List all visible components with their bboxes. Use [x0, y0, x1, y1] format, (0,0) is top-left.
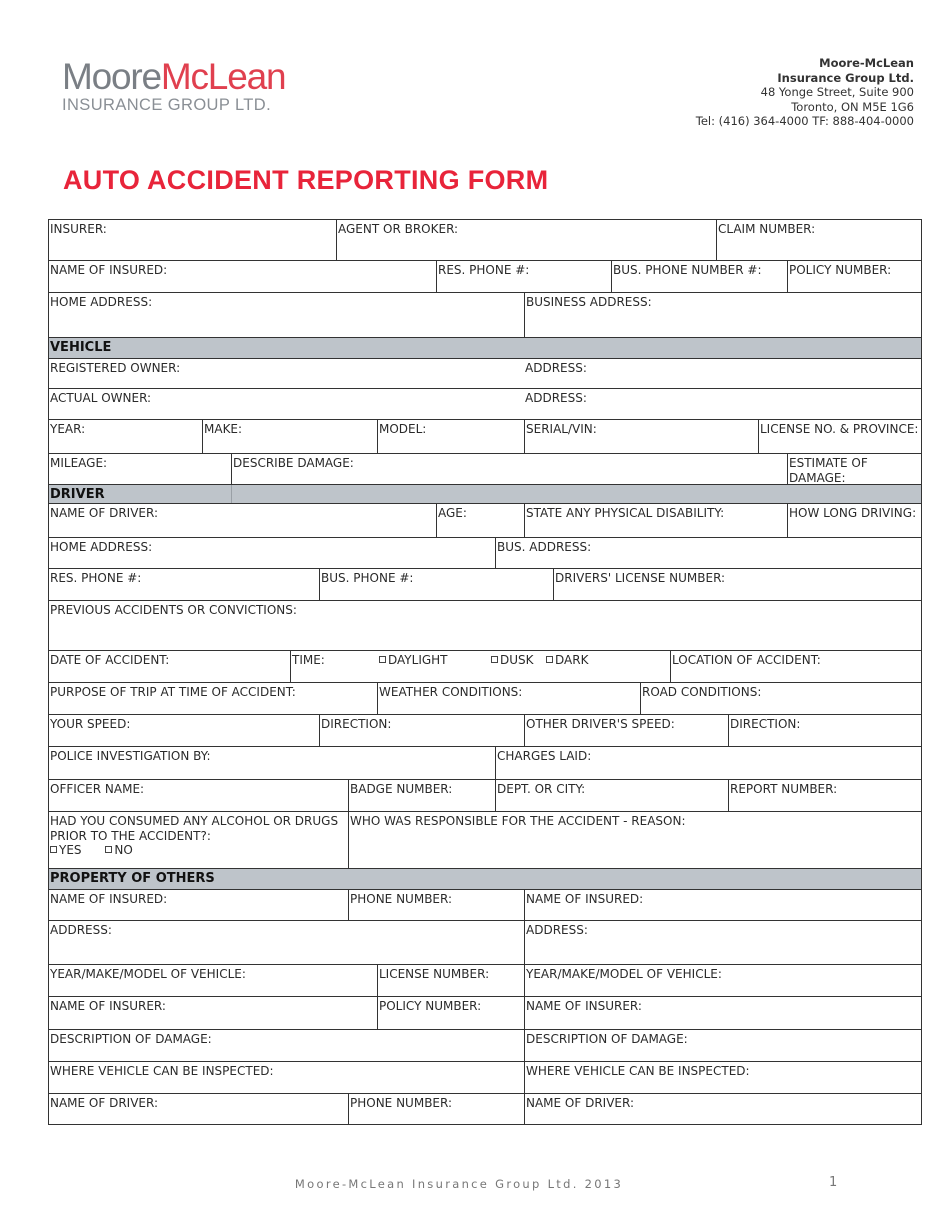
company-logo — [62, 58, 285, 115]
form-row — [49, 889, 921, 920]
form-row — [49, 292, 921, 337]
make-field[interactable]: MAKE: — [202, 420, 377, 453]
form-row — [49, 964, 921, 996]
alcohol-options — [50, 843, 342, 858]
form-row — [49, 682, 921, 714]
form-row — [49, 650, 921, 682]
road-conditions-field[interactable]: ROAD CONDITIONS: — [640, 683, 921, 714]
your-speed-field[interactable]: YOUR SPEED: — [50, 717, 131, 731]
property-name-of-driver-2-field[interactable]: NAME OF DRIVER: — [524, 1094, 921, 1125]
weather-conditions-field[interactable]: WEATHER CONDITIONS: — [377, 683, 640, 714]
driver-bus-address-field[interactable]: BUS. ADDRESS: — [495, 538, 921, 568]
logo-subtitle: INSURANCE GROUP LTD. — [62, 96, 272, 114]
form-row — [49, 746, 921, 779]
description-of-damage-2-field[interactable]: DESCRIPTION OF DAMAGE: — [524, 1030, 921, 1061]
driver-bus-phone-field[interactable]: BUS. PHONE #: — [319, 569, 553, 600]
company-address-block — [696, 56, 914, 129]
form-row — [49, 779, 921, 811]
dark-option[interactable] — [546, 653, 588, 668]
property-address-field[interactable]: ADDRESS: — [50, 923, 112, 937]
who-responsible-field[interactable]: WHO WAS RESPONSIBLE FOR THE ACCIDENT - REASON: — [348, 812, 921, 868]
describe-damage-field[interactable]: DESCRIBE DAMAGE: — [231, 454, 787, 484]
agent-broker-field[interactable]: AGENT OR BROKER: — [336, 220, 716, 260]
description-of-damage-field[interactable]: DESCRIPTION OF DAMAGE: — [50, 1032, 212, 1046]
insurer-field[interactable]: INSURER: — [50, 222, 107, 236]
logo-moore: Moore — [62, 56, 161, 97]
year-make-model-2-field[interactable]: YEAR/MAKE/MODEL OF VEHICLE: — [524, 965, 921, 996]
name-of-insurer-field[interactable]: NAME OF INSURER: — [50, 999, 166, 1013]
footer-text: Moore-McLean Insurance Group Ltd. 2013 — [294, 1177, 624, 1191]
form-title: AUTO ACCIDENT REPORTING FORM — [63, 165, 549, 195]
daylight-option[interactable] — [379, 653, 448, 668]
actual-owner-address-field[interactable]: ADDRESS: — [525, 391, 587, 405]
time-label[interactable]: TIME: — [292, 653, 325, 667]
property-name-of-insured-field[interactable]: NAME OF INSURED: — [50, 892, 168, 906]
where-inspected-field[interactable]: WHERE VEHICLE CAN BE INSPECTED: — [50, 1064, 274, 1078]
year-field[interactable]: YEAR: — [50, 422, 86, 436]
section-header-driver — [49, 484, 921, 503]
section-header-property: PROPERTY OF OTHERS — [49, 868, 921, 889]
report-number-field[interactable]: REPORT NUMBER: — [728, 780, 921, 811]
checkbox-icon — [491, 656, 498, 663]
form-row — [49, 388, 921, 419]
badge-number-field[interactable]: BADGE NUMBER: — [348, 780, 495, 811]
page-number: 1 — [829, 1175, 838, 1190]
logo-mclean: McLean — [160, 56, 286, 97]
dark-label: DARK — [555, 653, 589, 667]
alcohol-question: HAD YOU CONSUMED ANY ALCOHOL OR DRUGS PRIOR TO THE ACCIDENT?: — [50, 814, 339, 843]
company-street: 48 Yonge Street, Suite 900 — [760, 85, 914, 100]
year-make-model-field[interactable]: YEAR/MAKE/MODEL OF VEHICLE: — [50, 967, 246, 981]
previous-accidents-field[interactable]: PREVIOUS ACCIDENTS OR CONVICTIONS: — [50, 603, 297, 617]
company-city: Toronto, ON M5E 1G6 — [791, 99, 914, 114]
form-row — [49, 503, 921, 537]
form-row — [49, 419, 921, 453]
other-drivers-speed-field[interactable]: OTHER DRIVER'S SPEED: — [524, 715, 728, 746]
form-row — [49, 1093, 921, 1125]
form-row — [49, 714, 921, 746]
dept-or-city-field[interactable]: DEPT. OR CITY: — [495, 780, 728, 811]
section-divider — [231, 485, 232, 503]
logo-wordmark — [62, 58, 285, 95]
form-row — [49, 920, 921, 964]
daylight-label: DAYLIGHT — [388, 653, 448, 667]
no-option[interactable] — [105, 843, 132, 857]
driver-res-phone-field[interactable]: RES. PHONE #: — [50, 571, 142, 585]
section-header-vehicle: VEHICLE — [49, 337, 921, 358]
time-field — [290, 651, 670, 682]
age-field[interactable]: AGE: — [436, 504, 524, 537]
company-name: Moore-McLean — [819, 56, 914, 70]
charges-laid-field[interactable]: CHARGES LAID: — [495, 747, 921, 779]
direction-field[interactable]: DIRECTION: — [319, 715, 524, 746]
yes-option[interactable] — [50, 843, 82, 857]
company-phone: Tel: (416) 364-4000 TF: 888-404-0000 — [695, 114, 914, 129]
res-phone-field[interactable]: RES. PHONE #: — [436, 261, 611, 292]
form-row — [49, 568, 921, 600]
form-row — [49, 600, 921, 650]
name-of-insurer-2-field[interactable]: NAME OF INSURER: — [524, 997, 921, 1029]
drivers-license-number-field[interactable]: DRIVERS' LICENSE NUMBER: — [553, 569, 921, 600]
property-policy-number-field[interactable]: POLICY NUMBER: — [377, 997, 524, 1029]
section-header-driver-label: DRIVER — [50, 487, 105, 502]
dusk-label: DUSK — [500, 653, 534, 667]
checkbox-icon — [105, 846, 112, 853]
business-address-field[interactable]: BUSINESS ADDRESS: — [524, 293, 921, 337]
how-long-driving-field[interactable]: HOW LONG DRIVING: — [787, 504, 921, 537]
form-row — [49, 1029, 921, 1061]
where-inspected-2-field[interactable]: WHERE VEHICLE CAN BE INSPECTED: — [524, 1062, 921, 1093]
form-row — [49, 358, 921, 388]
property-phone-number-2-field[interactable]: PHONE NUMBER: — [348, 1094, 524, 1125]
alcohol-drugs-field — [49, 812, 348, 868]
purpose-of-trip-field[interactable]: PURPOSE OF TRIP AT TIME OF ACCIDENT: — [50, 685, 296, 699]
name-of-driver-field[interactable]: NAME OF DRIVER: — [50, 506, 159, 520]
checkbox-icon — [546, 656, 553, 663]
claim-number-field[interactable]: CLAIM NUMBER: — [716, 220, 921, 260]
license-province-field[interactable]: LICENSE NO. & PROVINCE: — [758, 420, 921, 453]
home-address-field[interactable]: HOME ADDRESS: — [50, 295, 153, 309]
form-row — [49, 260, 921, 292]
serial-vin-field[interactable]: SERIAL/VIN: — [524, 420, 758, 453]
policy-number-field[interactable]: POLICY NUMBER: — [787, 261, 921, 292]
model-field[interactable]: MODEL: — [377, 420, 524, 453]
police-investigation-field[interactable]: POLICE INVESTIGATION BY: — [50, 749, 211, 763]
form-row — [49, 1061, 921, 1093]
mileage-field[interactable]: MILEAGE: — [50, 456, 108, 470]
driver-home-address-field[interactable]: HOME ADDRESS: — [50, 540, 153, 554]
form-row — [49, 453, 921, 484]
accident-form — [48, 219, 922, 1125]
checkbox-icon — [50, 846, 57, 853]
registered-owner-field[interactable]: REGISTERED OWNER: — [50, 361, 181, 375]
physical-disability-field[interactable]: STATE ANY PHYSICAL DISABILITY: — [524, 504, 787, 537]
form-row — [49, 537, 921, 568]
other-direction-field[interactable]: DIRECTION: — [728, 715, 921, 746]
form-row — [49, 811, 921, 868]
license-number-field[interactable]: LICENSE NUMBER: — [377, 965, 524, 996]
no-label: NO — [114, 843, 133, 857]
location-of-accident-field[interactable]: LOCATION OF ACCIDENT: — [670, 651, 921, 682]
bus-phone-number-field[interactable]: BUS. PHONE NUMBER #: — [611, 261, 787, 292]
form-row — [49, 220, 921, 260]
company-name-2: Insurance Group Ltd. — [777, 70, 914, 85]
date-of-accident-field[interactable]: DATE OF ACCIDENT: — [50, 653, 170, 667]
yes-label: YES — [59, 843, 82, 857]
estimate-of-damage-field[interactable]: ESTIMATE OF DAMAGE: — [787, 454, 921, 484]
name-of-insured-field[interactable]: NAME OF INSURED: — [50, 263, 168, 277]
property-name-of-driver-field[interactable]: NAME OF DRIVER: — [50, 1096, 159, 1110]
property-name-of-insured-2-field[interactable]: NAME OF INSURED: — [524, 890, 921, 920]
registered-owner-address-field[interactable]: ADDRESS: — [525, 361, 587, 375]
form-row — [49, 996, 921, 1029]
property-address-2-field[interactable]: ADDRESS: — [524, 921, 921, 964]
officer-name-field[interactable]: OFFICER NAME: — [50, 782, 145, 796]
actual-owner-field[interactable]: ACTUAL OWNER: — [50, 391, 152, 405]
dusk-option[interactable] — [491, 653, 534, 668]
checkbox-icon — [379, 656, 386, 663]
property-phone-number-field[interactable]: PHONE NUMBER: — [348, 890, 524, 920]
